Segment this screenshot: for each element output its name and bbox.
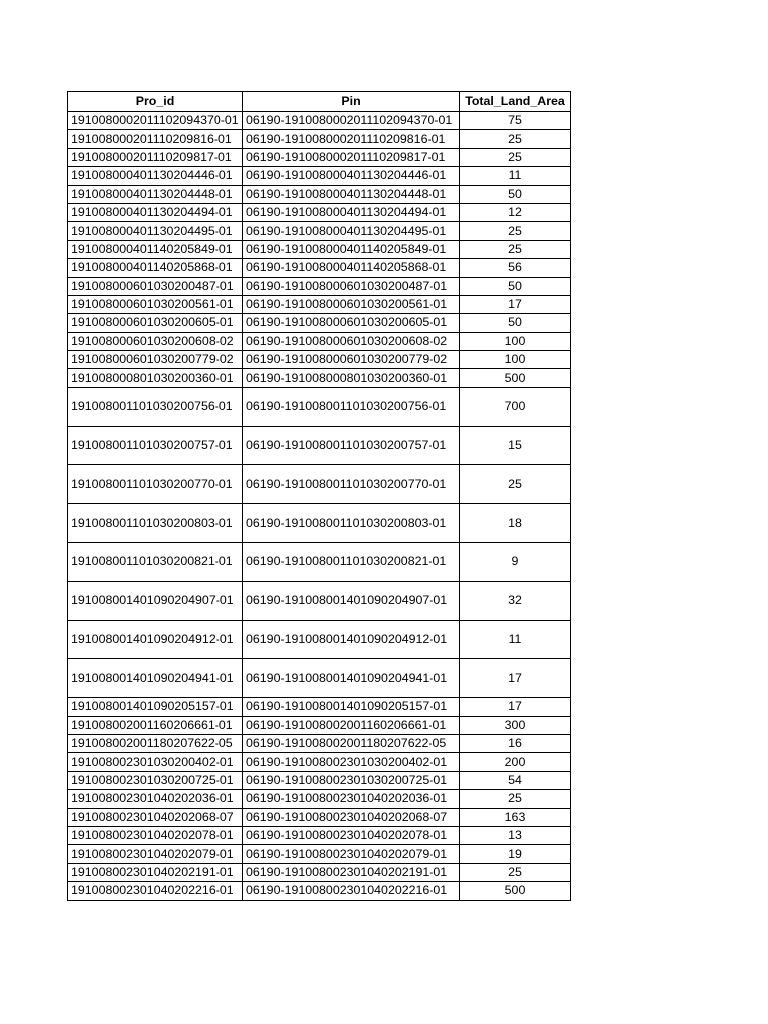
table-row [68, 167, 571, 185]
pro-id-cell: 191008002301040202068-07 [68, 808, 243, 826]
pin-cell: 06190-191008001101030200770-01 [243, 465, 460, 504]
total-land-area-cell: 16 [460, 735, 571, 753]
pro-id-cell: 191008002301040202191-01 [68, 863, 243, 881]
pin-cell: 06190-191008002301030200402-01 [243, 753, 460, 771]
total-land-area-cell: 9 [460, 543, 571, 582]
pro-id-cell: 191008000401140205849-01 [68, 240, 243, 258]
pro-id-cell: 191008000401130204494-01 [68, 203, 243, 221]
pro-id-cell: 191008000801030200360-01 [68, 369, 243, 387]
total-land-area-cell: 700 [460, 387, 571, 426]
total-land-area-cell: 17 [460, 698, 571, 716]
table-row [68, 314, 571, 332]
table-row [68, 222, 571, 240]
total-land-area-cell: 100 [460, 332, 571, 350]
total-land-area-cell: 56 [460, 259, 571, 277]
table-row [68, 659, 571, 698]
header-pin: Pin [243, 92, 460, 112]
total-land-area-cell: 32 [460, 581, 571, 620]
pro-id-cell: 191008000601030200779-02 [68, 351, 243, 369]
total-land-area-cell: 13 [460, 826, 571, 844]
pin-cell: 06190-191008000201110209817-01 [243, 148, 460, 166]
pro-id-cell: 191008001101030200803-01 [68, 504, 243, 543]
total-land-area-cell: 300 [460, 716, 571, 734]
pro-id-cell: 191008002301040202216-01 [68, 882, 243, 900]
header-total-land-area: Total_Land_Area [460, 92, 571, 112]
table-row [68, 130, 571, 148]
table-row [68, 882, 571, 900]
pro-id-cell: 191008002001180207622-05 [68, 735, 243, 753]
table-row [68, 771, 571, 789]
total-land-area-cell: 100 [460, 351, 571, 369]
pro-id-cell: 191008000401130204495-01 [68, 222, 243, 240]
total-land-area-cell: 17 [460, 659, 571, 698]
total-land-area-cell: 25 [460, 465, 571, 504]
pin-cell: 06190-191008001401090204941-01 [243, 659, 460, 698]
pro-id-cell: 191008000601030200487-01 [68, 277, 243, 295]
pin-cell: 06190-191008000401130204494-01 [243, 203, 460, 221]
table-row [68, 620, 571, 659]
total-land-area-cell: 75 [460, 112, 571, 130]
pro-id-cell: 191008000601030200605-01 [68, 314, 243, 332]
pin-cell: 06190-191008000601030200487-01 [243, 277, 460, 295]
table-row [68, 504, 571, 543]
table-row [68, 845, 571, 863]
total-land-area-cell: 25 [460, 240, 571, 258]
table-row [68, 863, 571, 881]
table-row [68, 808, 571, 826]
table-row [68, 295, 571, 313]
pro-id-cell: 191008002301040202079-01 [68, 845, 243, 863]
pin-cell: 06190-191008000401140205849-01 [243, 240, 460, 258]
table-row [68, 581, 571, 620]
pin-cell: 06190-191008001101030200757-01 [243, 426, 460, 465]
header-pro-id: Pro_id [68, 92, 243, 112]
header-row [68, 92, 571, 112]
total-land-area-cell: 25 [460, 130, 571, 148]
pin-cell: 06190-191008001401090205157-01 [243, 698, 460, 716]
total-land-area-cell: 163 [460, 808, 571, 826]
total-land-area-cell: 18 [460, 504, 571, 543]
table-row [68, 753, 571, 771]
pin-cell: 06190-191008000201110209816-01 [243, 130, 460, 148]
pro-id-cell: 191008002301030200725-01 [68, 771, 243, 789]
pin-cell: 06190-191008002001180207622-05 [243, 735, 460, 753]
table-row [68, 185, 571, 203]
table-row [68, 387, 571, 426]
land-area-table [67, 91, 571, 901]
table-row [68, 332, 571, 350]
pro-id-cell: 191008002301030200402-01 [68, 753, 243, 771]
pin-cell: 06190-191008000401140205868-01 [243, 259, 460, 277]
pin-cell: 06190-1910080002011102094370-01 [243, 112, 460, 130]
table-row [68, 735, 571, 753]
pro-id-cell: 191008002301040202078-01 [68, 826, 243, 844]
table-row [68, 465, 571, 504]
total-land-area-cell: 50 [460, 314, 571, 332]
table-row [68, 259, 571, 277]
pin-cell: 06190-191008002301040202191-01 [243, 863, 460, 881]
total-land-area-cell: 50 [460, 185, 571, 203]
total-land-area-cell: 11 [460, 167, 571, 185]
pro-id-cell: 191008002001160206661-01 [68, 716, 243, 734]
pin-cell: 06190-191008002301040202036-01 [243, 790, 460, 808]
pro-id-cell: 191008000601030200561-01 [68, 295, 243, 313]
total-land-area-cell: 54 [460, 771, 571, 789]
pro-id-cell: 191008002301040202036-01 [68, 790, 243, 808]
table-row [68, 203, 571, 221]
table-row [68, 716, 571, 734]
pin-cell: 06190-191008000601030200605-01 [243, 314, 460, 332]
table-row [68, 112, 571, 130]
pro-id-cell: 191008000201110209817-01 [68, 148, 243, 166]
total-land-area-cell: 500 [460, 882, 571, 900]
total-land-area-cell: 500 [460, 369, 571, 387]
table-row [68, 543, 571, 582]
pin-cell: 06190-191008001401090204912-01 [243, 620, 460, 659]
pro-id-cell: 191008001401090204912-01 [68, 620, 243, 659]
pin-cell: 06190-191008002301040202078-01 [243, 826, 460, 844]
table-row [68, 240, 571, 258]
pin-cell: 06190-191008001101030200821-01 [243, 543, 460, 582]
total-land-area-cell: 15 [460, 426, 571, 465]
table-row [68, 351, 571, 369]
total-land-area-cell: 200 [460, 753, 571, 771]
total-land-area-cell: 11 [460, 620, 571, 659]
pro-id-cell: 191008001401090204907-01 [68, 581, 243, 620]
pro-id-cell: 191008000401130204448-01 [68, 185, 243, 203]
pin-cell: 06190-191008001401090204907-01 [243, 581, 460, 620]
pin-cell: 06190-191008000601030200608-02 [243, 332, 460, 350]
pin-cell: 06190-191008000601030200779-02 [243, 351, 460, 369]
total-land-area-cell: 25 [460, 790, 571, 808]
pro-id-cell: 191008000401140205868-01 [68, 259, 243, 277]
pro-id-cell: 191008000201110209816-01 [68, 130, 243, 148]
total-land-area-cell: 19 [460, 845, 571, 863]
table-row [68, 426, 571, 465]
pro-id-cell: 1910080002011102094370-01 [68, 112, 243, 130]
total-land-area-cell: 25 [460, 863, 571, 881]
table-row [68, 369, 571, 387]
pro-id-cell: 191008001101030200821-01 [68, 543, 243, 582]
total-land-area-cell: 12 [460, 203, 571, 221]
pro-id-cell: 191008001401090205157-01 [68, 698, 243, 716]
total-land-area-cell: 50 [460, 277, 571, 295]
pin-cell: 06190-191008001101030200756-01 [243, 387, 460, 426]
pin-cell: 06190-191008000601030200561-01 [243, 295, 460, 313]
pro-id-cell: 191008000601030200608-02 [68, 332, 243, 350]
table-row [68, 826, 571, 844]
pin-cell: 06190-191008002301040202079-01 [243, 845, 460, 863]
pro-id-cell: 191008000401130204446-01 [68, 167, 243, 185]
total-land-area-cell: 17 [460, 295, 571, 313]
pin-cell: 06190-191008000401130204495-01 [243, 222, 460, 240]
table-row [68, 277, 571, 295]
table-body [68, 112, 571, 901]
pin-cell: 06190-191008002301030200725-01 [243, 771, 460, 789]
pin-cell: 06190-191008000401130204448-01 [243, 185, 460, 203]
pin-cell: 06190-191008000401130204446-01 [243, 167, 460, 185]
pin-cell: 06190-191008002301040202216-01 [243, 882, 460, 900]
pro-id-cell: 191008001101030200757-01 [68, 426, 243, 465]
pin-cell: 06190-191008000801030200360-01 [243, 369, 460, 387]
pin-cell: 06190-191008001101030200803-01 [243, 504, 460, 543]
pro-id-cell: 191008001101030200756-01 [68, 387, 243, 426]
pro-id-cell: 191008001401090204941-01 [68, 659, 243, 698]
table-row [68, 148, 571, 166]
total-land-area-cell: 25 [460, 148, 571, 166]
pin-cell: 06190-191008002301040202068-07 [243, 808, 460, 826]
total-land-area-cell: 25 [460, 222, 571, 240]
table-row [68, 790, 571, 808]
pin-cell: 06190-191008002001160206661-01 [243, 716, 460, 734]
table-row [68, 698, 571, 716]
pro-id-cell: 191008001101030200770-01 [68, 465, 243, 504]
